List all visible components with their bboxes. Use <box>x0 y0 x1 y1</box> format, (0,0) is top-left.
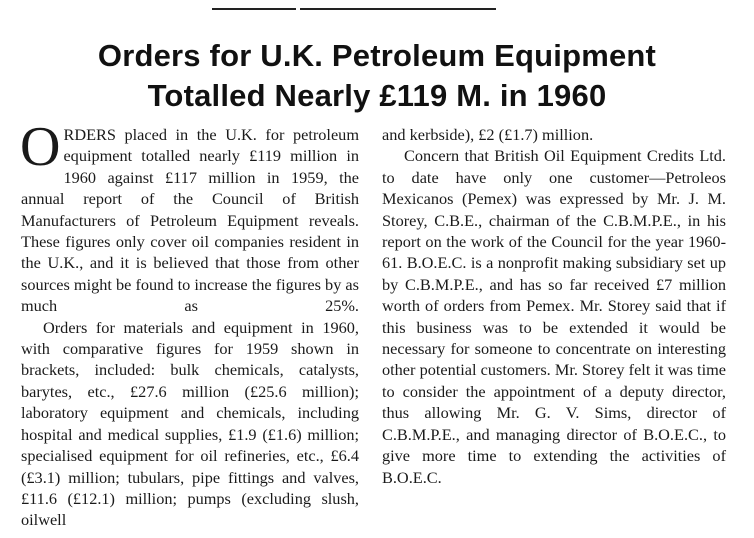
paragraph-1 <box>20 116 359 317</box>
paragraph-1-text: RDERS placed in the U.K. for petroleum equipment totalled nearly £119 million in 1960 against £117 million in 1959, the annual report of the Council of British Manufacturers of Petroleum Equipment reveals. These figures only cover oil companies resident in the U.K., and it is believed that those from other sources might be found to increase the figures by as much as 25%. <box>21 125 359 316</box>
headline-line-2: Totalled Nearly £119 M. in 1960 <box>147 78 607 113</box>
paragraph-2-continued: and kerbside), £2 (£1.7) million. <box>382 125 594 144</box>
top-rule-left <box>212 8 296 10</box>
top-rule-right <box>300 8 496 10</box>
drop-cap: O <box>20 116 61 178</box>
column-left <box>20 116 359 531</box>
paragraph-2: Orders for materials and equipment in 1960, with comparative figures for 1959 shown in brackets, included: bulk chemicals, catalysts, barytes, etc., £27.6 million (£25.6 million); laboratory equipment and chemicals, including hospital and medical supplies, £1.9 (£1.6) million; specialised equipment for oil refineries, etc., £6.4 (£3.1) million; tubulars, pipe fittings and valves, £11.6 (£12.1) million; pumps (excluding slush, oilwell <box>21 317 359 530</box>
headline <box>0 36 754 116</box>
column-right <box>382 124 726 488</box>
headline-line-1: Orders for U.K. Petroleum Equipment <box>97 38 657 73</box>
paragraph-3: Concern that British Oil Equipment Credits Ltd. to date have only one customer—Petroleos Mexicanos (Pemex) was expressed by Mr. J. M. Storey, C.B.E., chairman of the C.B.M.P.E., in his report on the work of the Council for the year 1960-61. B.O.E.C. is a nonprofit making subsidiary set up by C.B.M.P.E., and has so far received £7 million worth of orders from Pemex. Mr. Storey said that if this business was to be extended it would be necessary for someone to concentrate on interesting other potential customers. Mr. Storey felt it was time to consider the appointment of a deputy director, thus allowing Mr. G. V. Sims, director of C.B.M.P.E., and managing director of B.O.E.C., to give more time to extending the activities of B.O.E.C. <box>382 146 726 487</box>
